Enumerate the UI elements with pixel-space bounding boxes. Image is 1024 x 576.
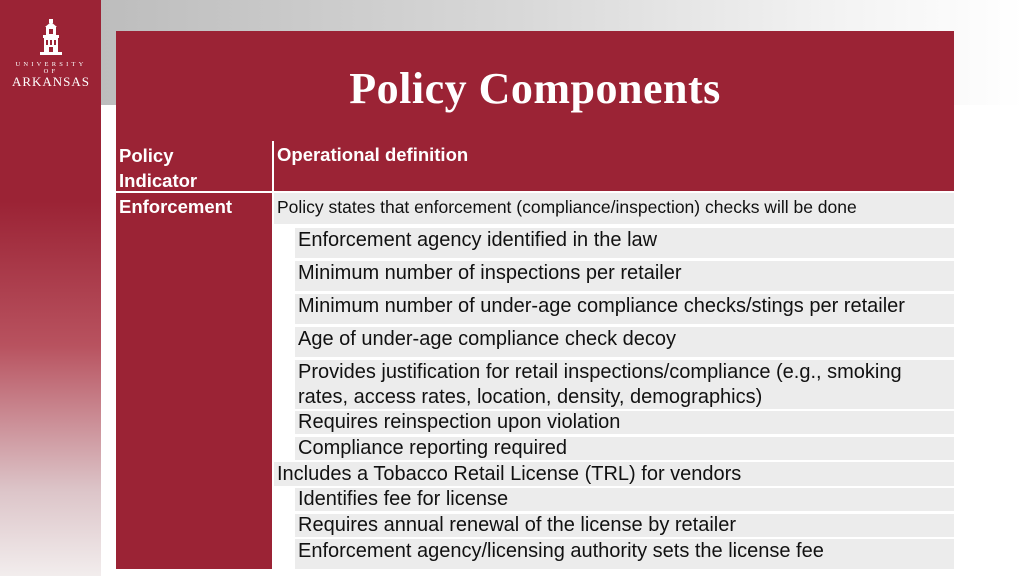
table-row: Minimum number of inspections per retailer <box>295 261 954 291</box>
university-logo <box>8 18 94 89</box>
table-row: Age of under-age compliance check decoy <box>295 327 954 357</box>
table-row: Requires annual renewal of the license by retailer <box>295 514 954 537</box>
table-row: Minimum number of under-age compliance checks/stings per retailer <box>295 294 954 324</box>
table-row: Requires reinspection upon violation <box>295 411 954 434</box>
slide-title: Policy Components <box>349 63 721 113</box>
table-row: Enforcement agency/licensing authority sets the license fee <box>295 539 954 569</box>
table-row: Provides justification for retail inspections/compliance (e.g., smoking rates, access rates, location, density, demographics) <box>295 360 954 409</box>
table-row: Identifies fee for license <box>295 488 954 511</box>
logo-wordmark: ARKANSAS <box>11 74 91 89</box>
header-divider <box>116 191 272 193</box>
header-operational-definition: Operational definition <box>274 141 954 191</box>
header-policy-indicator <box>116 141 272 191</box>
indicator-enforcement: Enforcement <box>119 196 233 217</box>
header-policy-line1: Policy <box>119 145 174 166</box>
old-main-building-icon <box>38 18 64 58</box>
title-banner <box>116 31 954 141</box>
left-brand-band <box>0 0 101 576</box>
table-row: Includes a Tobacco Retail License (TRL) for vendors <box>274 462 954 486</box>
table-row: Compliance reporting required <box>295 437 954 460</box>
logo-university-line: UNIVERSITY OF <box>15 61 87 75</box>
header-policy-line2: Indicator <box>119 170 198 191</box>
table-row: Enforcement agency identified in the law <box>295 228 954 258</box>
table-row: Policy states that enforcement (compliance/inspection) checks will be done <box>274 193 954 224</box>
